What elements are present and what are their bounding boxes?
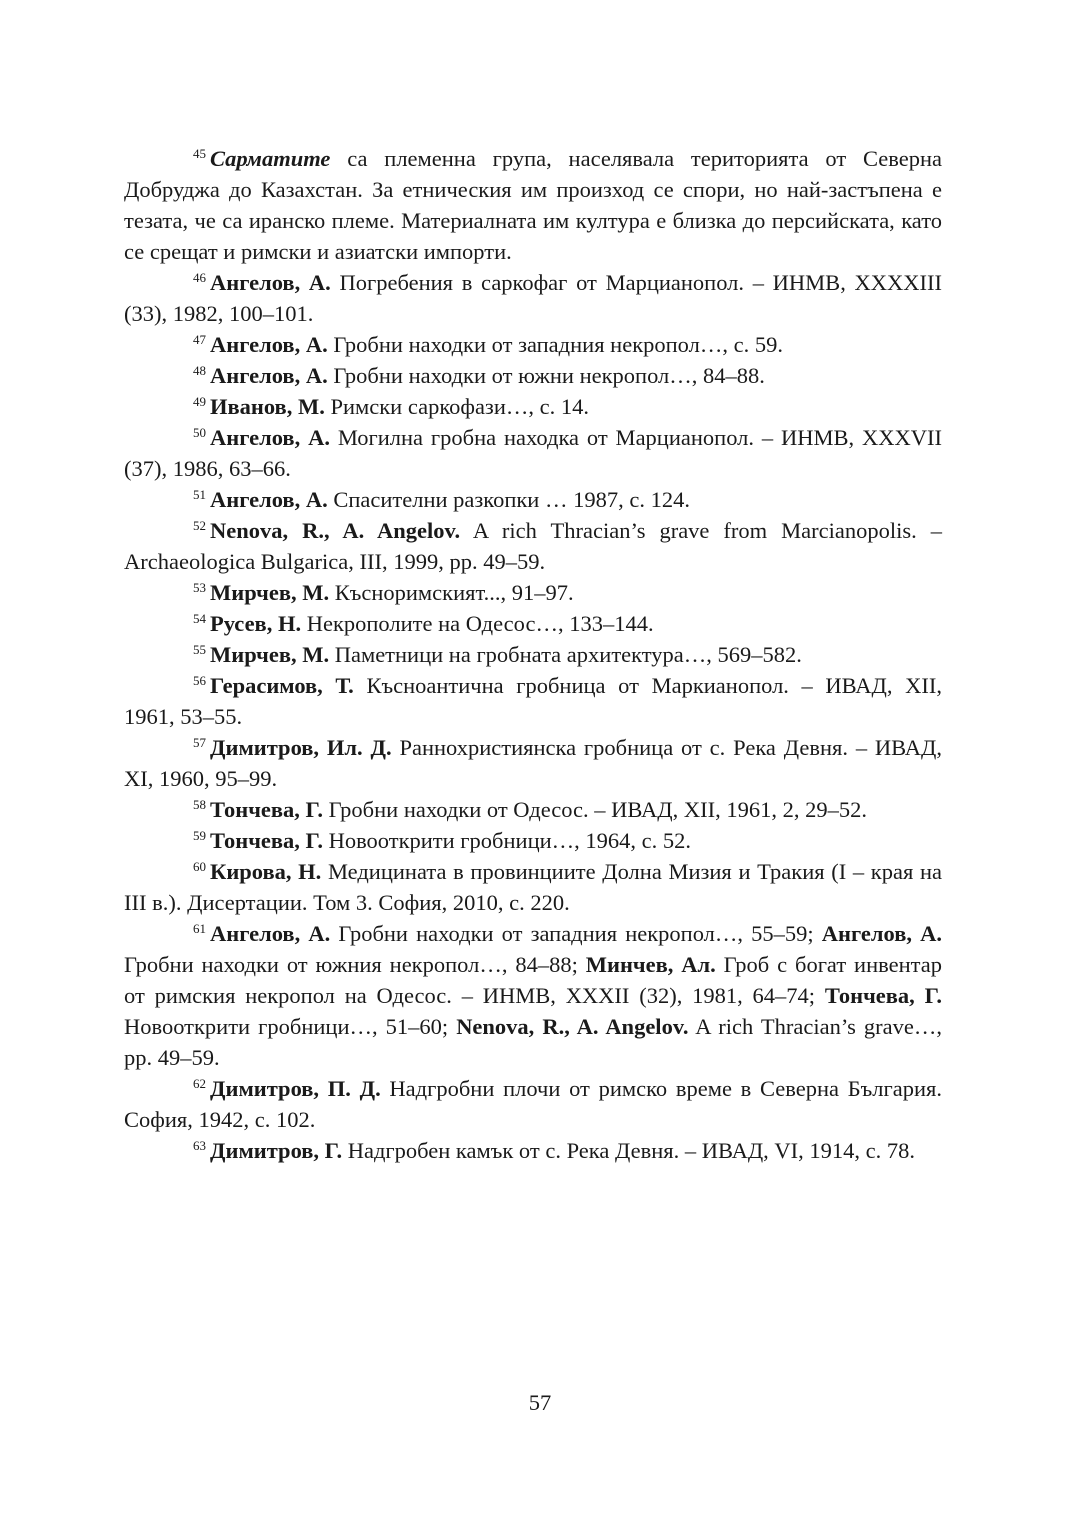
footnote-53	[124, 577, 942, 608]
footnote-author: Русев, Н.	[210, 611, 302, 636]
footnote-author: Ангелов, А.	[210, 363, 328, 388]
footnote-55	[124, 639, 942, 670]
footnote-number: 56	[193, 673, 206, 688]
footnote-number: 59	[193, 828, 206, 843]
footnote-number: 62	[193, 1076, 206, 1091]
footnote-text: A rich Thracian’s grave from Marcianopolis. – Archaeologica Bulgarica, III, 1999, pp. 49–59.	[124, 518, 942, 574]
footnote-47	[124, 329, 942, 360]
footnote-number: 49	[193, 394, 206, 409]
footnote-text: Некрополите на Одесос…, 133–144.	[301, 611, 654, 636]
footnote-text: са племенна група, населявала територията от Северна Добруджа до Казахстан. За етническия им произход се спори, но най-застъпена е тезата, че са иранско племе. Материалната им култура е близка до персийската, като се срещат и римски и азиатски импорти.	[124, 146, 942, 264]
footnote-number: 51	[193, 487, 206, 502]
footnote-number: 55	[193, 642, 206, 657]
footnote-author: Тончева, Г.	[210, 828, 323, 853]
footnote-text: Римски саркофази…, с. 14.	[324, 394, 589, 419]
footnote-author: Ангелов, А.	[210, 332, 328, 357]
footnote-text: Гробни находки от Одесос. – ИВАД, XII, 1961, 2, 29–52.	[322, 797, 867, 822]
footnote-author: Nenova, R., A. Angelov.	[210, 518, 461, 543]
footnote-63	[124, 1135, 942, 1166]
footnote-number: 46	[193, 270, 206, 285]
footnote-50	[124, 422, 942, 484]
footnote-text: Гробни находки от западния некропол…, 55–59;	[330, 921, 822, 946]
footnote-author: Кирова, Н.	[210, 859, 322, 884]
footnote-48	[124, 360, 942, 391]
footnote-number: 57	[193, 735, 206, 750]
footnote-author: Ангелов, А.	[821, 921, 942, 946]
footnote-author: Тончева, Г.	[210, 797, 323, 822]
footnote-number: 54	[193, 611, 206, 626]
footnote-62	[124, 1073, 942, 1135]
footnote-60	[124, 856, 942, 918]
footnote-text: Паметници на гробната архитектура…, 569–582.	[329, 642, 802, 667]
footnote-author: Мирчев, М.	[210, 642, 330, 667]
footnote-author: Димитров, Г.	[210, 1138, 343, 1163]
footnote-61	[124, 918, 942, 1073]
footnote-text: Раннохристиянска гробница от с. Река Девня. – ИВАД, XI, 1960, 95–99.	[124, 735, 942, 791]
footnote-text: Гробни находки от западния некропол…, с. 59.	[327, 332, 783, 357]
footnote-number: 47	[193, 332, 206, 347]
footnote-text: Гробни находки от южни некропол…, 84–88.	[327, 363, 765, 388]
footnote-51	[124, 484, 942, 515]
footnote-45	[124, 143, 942, 267]
footnotes-block	[124, 143, 942, 1166]
footnote-author: Мирчев, М.	[210, 580, 330, 605]
footnote-59	[124, 825, 942, 856]
footnote-text: Надгробни плочи от римско време в Северна България. София, 1942, с. 102.	[124, 1076, 942, 1132]
footnote-number: 60	[193, 859, 206, 874]
footnote-number: 61	[193, 921, 206, 936]
footnote-author: Тончева, Г.	[824, 983, 942, 1008]
footnote-author: Димитров, П. Д.	[210, 1076, 381, 1101]
footnote-author: Ангелов, А.	[210, 425, 330, 450]
footnote-text: Късноримският..., 91–97.	[329, 580, 574, 605]
footnote-number: 50	[193, 425, 206, 440]
footnote-author: Герасимов, Т.	[210, 673, 354, 698]
footnote-text: Медицината в провинциите Долна Мизия и Тракия (I – края на III в.). Дисертации. Том 3. София, 2010, с. 220.	[124, 859, 942, 915]
footnote-text: Гробни находки от южния некропол…, 84–88;	[124, 952, 586, 977]
footnote-text: Късноантична гробница от Маркианопол. – ИВАД, XII, 1961, 53–55.	[124, 673, 942, 729]
footnote-text: Новооткрити гробници…, 51–60;	[124, 1014, 457, 1039]
footnote-author: Димитров, Ил. Д.	[210, 735, 392, 760]
footnote-text: Надгробен камък от с. Река Девня. – ИВАД, VI, 1914, с. 78.	[342, 1138, 916, 1163]
footnote-56	[124, 670, 942, 732]
footnote-number: 53	[193, 580, 206, 595]
footnote-text: Погребения в саркофаг от Марцианопол. – ИНМВ, XXXXIII (33), 1982, 100–101.	[124, 270, 942, 326]
footnote-57	[124, 732, 942, 794]
footnote-text: Гроб с богат инвентар от римския некропол на Одесос. – ИНМВ, XXXII (32), 1981, 64–74;	[124, 952, 942, 1008]
footnote-number: 63	[193, 1138, 206, 1153]
footnote-author: Ангелов, А.	[210, 487, 328, 512]
footnote-49	[124, 391, 942, 422]
footnote-46	[124, 267, 942, 329]
footnote-number: 48	[193, 363, 206, 378]
footnote-author: Иванов, М.	[210, 394, 325, 419]
footnote-author: Минчев, Ал.	[585, 952, 716, 977]
footnote-54	[124, 608, 942, 639]
footnote-text: Могилна гробна находка от Марцианопол. – ИНМВ, XXXVII (37), 1986, 63–66.	[124, 425, 942, 481]
footnote-number: 52	[193, 518, 206, 533]
footnote-text: Спасителни разкопки … 1987, с. 124.	[327, 487, 690, 512]
footnote-number: 45	[193, 146, 206, 161]
footnote-term: Сарматите	[210, 146, 331, 171]
footnote-text: Новооткрити гробници…, 1964, с. 52.	[322, 828, 692, 853]
page-number: 57	[528, 1390, 552, 1415]
footnote-author: Ангелов, А.	[210, 270, 331, 295]
footnote-author: Ангелов, А.	[210, 921, 331, 946]
footnote-text: A rich Thracian’s grave…, pp. 49–59.	[124, 1014, 942, 1070]
footnote-number: 58	[193, 797, 206, 812]
footnote-58	[124, 794, 942, 825]
footnote-52	[124, 515, 942, 577]
footnote-author: Nenova, R., A. Angelov.	[456, 1014, 689, 1039]
